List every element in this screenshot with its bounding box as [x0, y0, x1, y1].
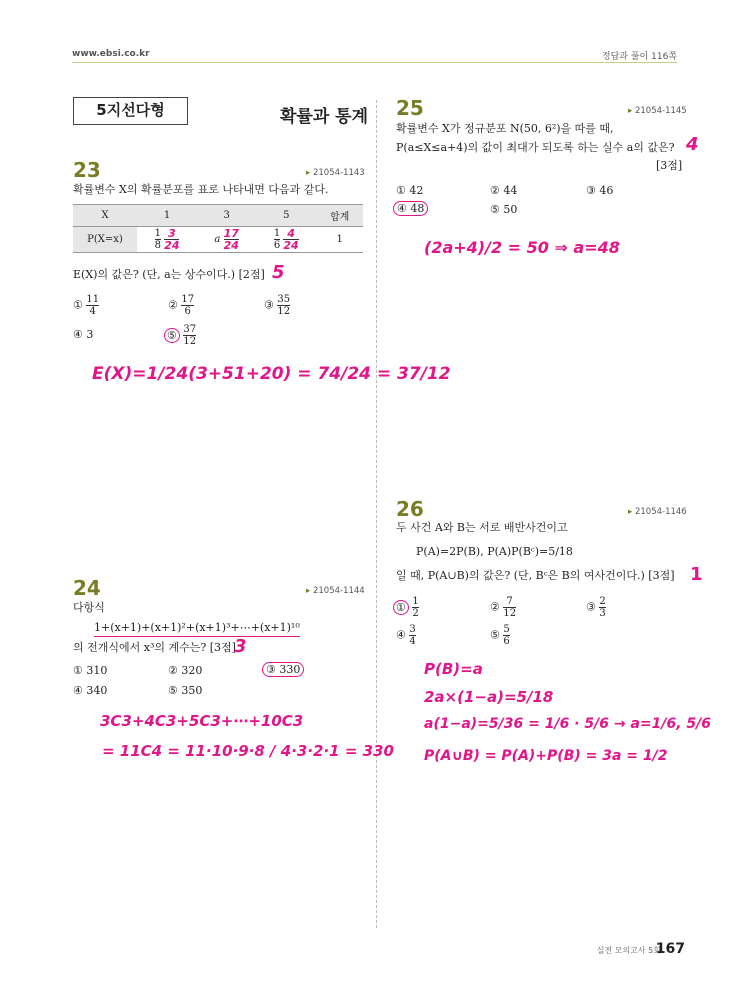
- q24-option-3-selected[interactable]: ③ 330: [262, 662, 304, 677]
- q23-option-3[interactable]: ③ $\frac{35}{12}$: [264, 294, 291, 317]
- question-24-prompt: 의 전개식에서 x³의 계수는? [3점]: [73, 641, 236, 654]
- q24-option-4[interactable]: ④ 340: [73, 684, 108, 697]
- q25-option-1[interactable]: ① 42: [396, 184, 424, 197]
- site-url: www.ebsi.co.kr: [72, 49, 150, 59]
- q24-option-5[interactable]: ⑤ 350: [168, 684, 203, 697]
- table-header-5: 5: [256, 205, 316, 227]
- question-24-hand-work-1: 3C3+4C3+5C3+⋯+10C3: [100, 712, 304, 730]
- question-24-polynomial: 1+(x+1)+(x+1)²+(x+1)³+⋯+(x+1)¹⁰: [94, 620, 300, 637]
- question-26-hand-work-3: a(1−a)=5/36 = 1/6 · 5/6 → a=1/6, 5/6: [424, 716, 712, 732]
- q26-option-3[interactable]: ③ $\frac{2}{3}$: [586, 596, 606, 619]
- page-number: 167: [655, 941, 685, 957]
- question-25-hand-work: (2a+4)/2 = 50 ⇒ a=48: [424, 238, 620, 257]
- q26-option-2[interactable]: ② $\frac{7}{12}$: [490, 596, 517, 619]
- q25-option-5[interactable]: ⑤ 50: [490, 203, 518, 216]
- question-25-number: 25: [396, 96, 424, 120]
- question-26-hand-work-2: 2a×(1−a)=5/18: [424, 688, 554, 706]
- question-26-hand-answer: 1: [690, 564, 703, 585]
- answer-circle: ①: [393, 600, 409, 615]
- answer-reference: 정답과 풀이 116쪽: [601, 52, 677, 62]
- question-26-hand-work-1: P(B)=a: [424, 660, 483, 678]
- question-24-number: 24: [73, 576, 101, 600]
- question-25-points: [3점]: [656, 159, 683, 172]
- table-header-x: X: [73, 205, 137, 227]
- question-23-prompt: E(X)의 값은? (단, a는 상수이다.) [2점]: [73, 268, 265, 281]
- table-row-label: P(X=x): [73, 227, 137, 253]
- answer-circle: ⑤: [164, 328, 180, 343]
- question-26-number: 26: [396, 497, 424, 521]
- q26-option-5[interactable]: ⑤ $\frac{5}{6}$: [490, 624, 510, 647]
- q25-option-2[interactable]: ② 44: [490, 184, 518, 197]
- table-header-1: 1: [137, 205, 197, 227]
- q24-option-2[interactable]: ② 320: [168, 664, 203, 677]
- question-24-text: 다항식: [73, 601, 105, 614]
- question-type-box: 5지선다형: [73, 97, 188, 125]
- column-divider: [376, 100, 377, 928]
- table-cell-p1: $\frac{1}{8}$ $\frac{3}{24}$: [137, 227, 197, 253]
- question-25-code: ▸ 21054-1145: [628, 106, 687, 116]
- question-26-hand-work-4: P(A∪B) = P(A)+P(B) = 3a = 1/2: [424, 748, 668, 764]
- question-23-text: 확률변수 X의 확률분포를 표로 나타내면 다음과 같다.: [73, 183, 329, 196]
- q26-option-4[interactable]: ④ $\frac{3}{4}$: [396, 624, 416, 647]
- footer-label: 실전 모의고사 5회: [596, 946, 661, 955]
- table-cell-total: 1: [316, 227, 363, 253]
- question-24-code: ▸ 21054-1144: [306, 586, 365, 596]
- q23-option-5-selected[interactable]: ⑤ $\frac{37}{12}$: [164, 324, 196, 347]
- question-23-hand-answer: 5: [272, 262, 285, 283]
- probability-table: [73, 204, 363, 253]
- table-header-3: 3: [197, 205, 256, 227]
- question-26-prompt: 일 때, P(A∪B)의 값은? (단, Bᶜ은 B의 여사건이다.) [3점]: [396, 569, 675, 582]
- question-26-code: ▸ 21054-1146: [628, 507, 687, 517]
- q23-option-4[interactable]: ④ 3: [73, 328, 94, 341]
- table-cell-p2: a $\frac{17}{24}$: [197, 227, 256, 253]
- question-23-code: ▸ 21054-1143: [306, 168, 365, 178]
- table-cell-p3: $\frac{1}{6}$ $\frac{4}{24}$: [256, 227, 316, 253]
- unit-title: 확률과 통계: [280, 107, 369, 127]
- question-25-text-2: P(a≤X≤a+4)의 값이 최대가 되도록 하는 실수 a의 값은?: [396, 141, 675, 154]
- q23-option-1[interactable]: ① $\frac{11}{4}$: [73, 294, 100, 317]
- question-26-formula: P(A)=2P(B), P(A)P(Bᶜ)=5/18: [416, 545, 573, 558]
- q25-option-3[interactable]: ③ 46: [586, 184, 614, 197]
- header-rule: [72, 62, 677, 63]
- table-header-total: 합계: [316, 205, 363, 227]
- question-24-hand-answer: 3: [234, 636, 247, 657]
- question-23-number: 23: [73, 158, 101, 182]
- question-26-text-1: 두 사건 A와 B는 서로 배반사건이고: [396, 521, 568, 534]
- q26-option-1-selected[interactable]: ① $\frac{1}{2}$: [393, 596, 419, 619]
- question-25-text-1: 확률변수 X가 정규분포 N(50, 6²)을 따를 때,: [396, 122, 614, 135]
- q23-option-2[interactable]: ② $\frac{17}{6}$: [168, 294, 195, 317]
- q24-option-1[interactable]: ① 310: [73, 664, 108, 677]
- q25-option-4-selected[interactable]: ④ 48: [393, 201, 428, 216]
- question-23-hand-work: E(X)=1/24(3+51+20) = 74/24 = 37/12: [92, 364, 451, 384]
- question-24-hand-work-2: = 11C4 = 11·10·9·8 / 4·3·2·1 = 330: [102, 742, 394, 760]
- question-25-hand-answer: 4: [686, 134, 699, 155]
